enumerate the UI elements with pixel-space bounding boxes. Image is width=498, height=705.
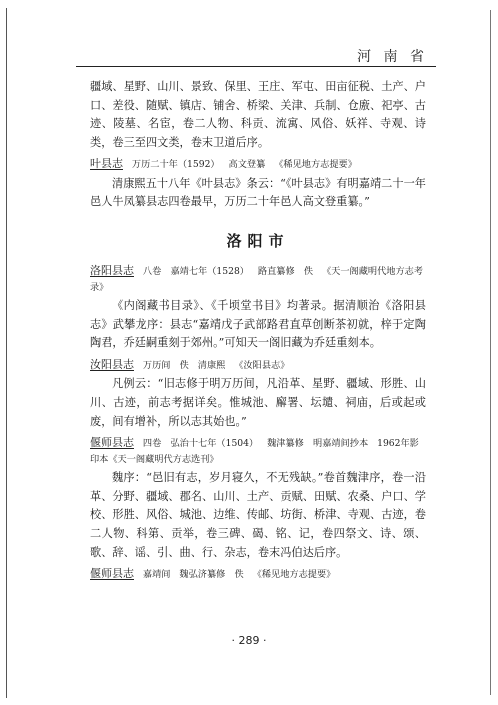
- compiler-info: 高文登纂: [228, 159, 266, 171]
- edition-info: 四卷 弘治十七年（1504）: [142, 438, 259, 450]
- page-body: [90, 78, 426, 585]
- entry-description: 《内阁藏书目录》、《千顷堂书目》均著录。据清顺治《洛阳县志》武攀龙序：县志“嘉靖戊子武部路君直草创断茶初就，梓于定陶陶君，乔廷嗣重刻于郊州。”可知天一阁旧藏为乔廷重刻本。: [90, 299, 426, 350]
- gazetteer-title: 叶县志: [90, 157, 123, 171]
- edition-info: 八卷 嘉靖七年（1528）: [142, 266, 249, 278]
- compiler-info: 魏津纂修 明嘉靖间抄本: [267, 438, 369, 450]
- entry-description: 凡例云：“旧志修于明万历间，凡沿革、星野、疆域、形胜、山川、古迹，前志考据详矣。惟城池、廨署、坛壝、祠庙，后或起或废，间有增补，所以志其始也。”: [90, 377, 426, 428]
- edition-info: 万历间 佚: [142, 359, 189, 371]
- bibliography-entry: [90, 156, 426, 173]
- header-rule: [76, 66, 436, 67]
- continuation-paragraph: 疆域、星野、山川、景致、保里、王庄、军屯、田亩征税、土产、户口、差役、随赋、镇店、铺舍、桥梁、关津、兵制、仓廒、祀亭、古迹、陵墓、名宦，卷二人物、科贡、流寓、风俗、妖祥、寺观、诗类，卷三至四文类，卷末卫道后序。: [90, 80, 426, 149]
- entry-description: 魏序：“邑旧有志，岁月寝久，不无残缺。”卷首魏津序，卷一沿革、分野、疆域、郡名、山川、土产、贡赋、田赋、农桑、户口、学校、形胜、风俗、城池、边维、传邮、坊街、桥津、寺观、古迹，卷二人物、科第、贡举，卷三碑、碣、铭、记，卷四祭文、诗、颂、歌、辞、谣、引、曲、行、杂志，卷末冯伯达后序。: [90, 471, 426, 559]
- source-reference: 《稀见地方志提要》: [252, 569, 336, 581]
- scan-edge-left: [6, 8, 7, 698]
- entry-description: 清康熙五十八年《叶县志》条云：“《叶县志》有明嘉靖二十一年邑人牛凤纂县志四卷最早，万历二十年邑人高文登重纂。”: [90, 176, 426, 209]
- bibliography-entry: [90, 263, 426, 295]
- gazetteer-title: 洛阳县志: [90, 264, 134, 278]
- source-reference: 《天一阁藏明代地方志考录》: [90, 266, 424, 293]
- compiler-info: 路直纂修 佚: [257, 266, 314, 278]
- gazetteer-title: 汝阳县志: [90, 357, 134, 371]
- bibliography-entry: [90, 357, 426, 374]
- running-header: 河 南 省: [357, 49, 428, 65]
- compiler-info: 清康熙: [197, 359, 226, 371]
- gazetteer-title: 偃师县志: [90, 567, 134, 581]
- bibliography-entry: [90, 435, 426, 467]
- source-reference: 《稀见地方志提要》: [274, 159, 357, 171]
- source-reference: 《汝阳县志》: [234, 359, 290, 371]
- scan-edge-right: [490, 10, 491, 695]
- gazetteer-title: 偃师县志: [90, 436, 134, 450]
- compiler-info: 魏弘济纂修 佚: [179, 569, 244, 581]
- edition-info: 万历二十年（1592）: [131, 159, 220, 171]
- page-number: · 289 ·: [231, 634, 267, 647]
- edition-info: 嘉靖间: [142, 569, 171, 581]
- bibliography-entry: [90, 566, 426, 583]
- section-heading: 洛阳市: [226, 232, 290, 251]
- source-reference: 1962年影印本《天一阁藏明代方志选刊》: [90, 438, 419, 465]
